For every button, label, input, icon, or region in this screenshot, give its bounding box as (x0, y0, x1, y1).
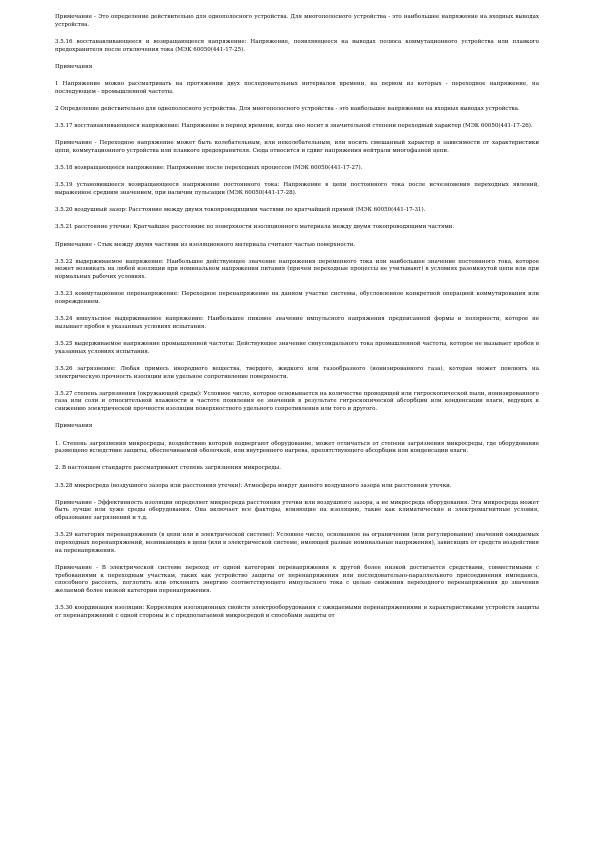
paragraph: 2. В настоящем стандарте рассматривают степень загрязнения микросреды. (55, 465, 281, 472)
section-heading: Примечания (55, 423, 93, 430)
paragraph: 3.5.20 воздушный зазор: Расстояние между двумя токопроводящими частями по кратчайшей прямой (МЭК 60050(441-17-31). (55, 207, 426, 214)
paragraph: 1. Степень загрязнения микросреды, воздействию которой подвергают оборудование, может отличаться от степени загрязнения микросреды, где оборудование размещено вследствие защиты, обеспечиваемой оболочкой, или внутреннего нагрева, препятствующего абсорбции или конденсации влаги. (55, 440, 539, 455)
paragraph: 3.5.26 загрязнение: Любая примесь инородного вещества, твердого, жидкого или газообразного (ионизированного газа), которая может повлиять на электрическую прочность изоляции или удельное сопротивление поверхности. (55, 365, 539, 380)
paragraph: Примечание - Переходное напряжение может быть колебательным, или неколебательным, или носить смешанный характер в зависимости от характеристики цепи, коммутационного устройства или плавкого предохранителя. Сюда относится и сдвиг напряжения нейтрали многофазной цепи. (55, 140, 539, 154)
paragraph: Примечание - Это определение действительно для однополосного устройства. Для многополосного устройства - это наибольшее напряжение на входных выводах устройства. (55, 14, 539, 28)
paragraph: Примечание - Стык между двумя частями из изоляционного материала считают частью поверхности. (55, 241, 356, 248)
paragraph: 3.5.23 коммутационное перенапряжение: Переходное перенапряжение на данном участке системы, обусловленное конкретной операцией коммутирования или повреждением. (55, 291, 539, 305)
paragraph: 3.5.19 установившееся возвращающееся напряжение постоянного тока: Напряжение в цепи постоянного тока после исчезновения переходных явлений, выраженное средним значением, при наличии пульсации (МЭК 60050(441-17-28). (55, 182, 539, 196)
paragraph: 3.5.27 степень загрязнения (окружающей среды): Условное число, которое основывается на количестве проводящей или гигроскопической пыли, ионизированного газа или соли и относительной влажности и частоте появления ее значений в результате гигроскопической абсорбции или конденсации влаги, ведущих к снижению электрической прочности изоляции поверхностного удельного сопротивления или того и другого. (55, 390, 539, 413)
section-heading: Примечания (55, 63, 93, 70)
paragraph: 2 Определение действительно для однополосного устройства. Для многополосного устройства - это наибольшее напряжение на входных выводах устройства. (55, 105, 520, 112)
paragraph: 3.5.28 микросреда (воздушного зазора или расстояния утечки): Атмосфера вокруг данного воздушного зазора или расстояния утечки. (55, 482, 452, 489)
paragraph: 3.5.30 координация изоляции: Корреляция изоляционных свойств электрооборудования с ожидаемыми перенапряжениями и характеристиками устройств защиты от перенапряжений с одной стороны и с предполагаемой микросредой и способами защиты от (55, 605, 539, 619)
paragraph: 3.5.22 выдерживаемое напряжение: Наибольшее действующее значение напряжения переменного тока или наибольшее значение постоянного тока, которое может возникать на любой изоляции при номинальном напряжении питания (причем переходные процессы не учитывают) в условиях разомкнутой цепи или при нормальных рабочих условиях. (55, 258, 539, 281)
paragraph: Примечание - В электрической системе переход от одной категории перенапряжения к другой более низкой достигается средствами, совместимыми с требованиями к переходным участкам, таких как устройство защиты от перенапряжения или последовательно-параллельного присоединения импеданса, способного рассеять, поглотить или отклонить энергию соответствующего импульсного тока с целью снижения переходного перенапряжения до значения желаемой более низкой категории перенапряжения. (55, 564, 539, 594)
paragraph: 3.5.29 категория перенапряжения (в цепи или в электрической системе): Условное число, основанное на ограничении (или регулировании) значений ожидаемых переходных перенапряжений, возникающих в цепи (или в электрической системе, имеющей разные номинальные напряжения), зависящих от средств воздействия на перенапряжения. (55, 532, 539, 554)
paragraph: 3.5.18 возвращающееся напряжение: Напряжение после переходных процессов (МЭК 60050(441-17-27). (55, 165, 363, 172)
paragraph: 3.5.17 восстанавливающееся напряжение: Напряжение в период времени, когда оно носит в значительной степени переходный характер (МЭК 60050(441-17-26). (55, 123, 533, 129)
paragraph: 3.5.25 выдерживаемое напряжение промышленной частоты: Действующее значение синусоидального тока промышленной частоты, которое не вызывает пробоя в указанных условиях испытания. (55, 341, 539, 355)
paragraph: 3.5.24 импульсное выдерживаемое напряжение: Наибольшее пиковое значение импульсного напряжения предписанной формы и полярности, которое не вызывает пробоя в указанных условиях испытания. (55, 316, 539, 330)
paragraph: 3.5.16 восстанавливающееся и возвращающееся напряжение: Напряжение, появляющееся на выводах полюса коммутационного устройства или плавкого предохранителя после отключения тока (МЭК 60050(441-17-25). (55, 38, 539, 53)
paragraph: 3.5.21 расстояние утечки: Кратчайшее расстояние по поверхности изоляционного материала между двумя токопроводящими частями. (55, 224, 455, 231)
paragraph: 1 Напряжение можно рассматривать на протяжении двух последовательных интервалов времени, на первом из которых - переходное напряжение, на последующем - промышленной частоты. (55, 80, 539, 95)
paragraph: Примечание - Эффективность изоляции определяет микросреда расстояния утечки или воздушного зазора, а не микросреда оборудования. Эта микросреда может быть лучше или хуже среды оборудования. Она включает все факторы, влияющие на изоляцию, такие как климатические и электромагнитные условия, образование загрязнений и т.д. (55, 499, 539, 522)
